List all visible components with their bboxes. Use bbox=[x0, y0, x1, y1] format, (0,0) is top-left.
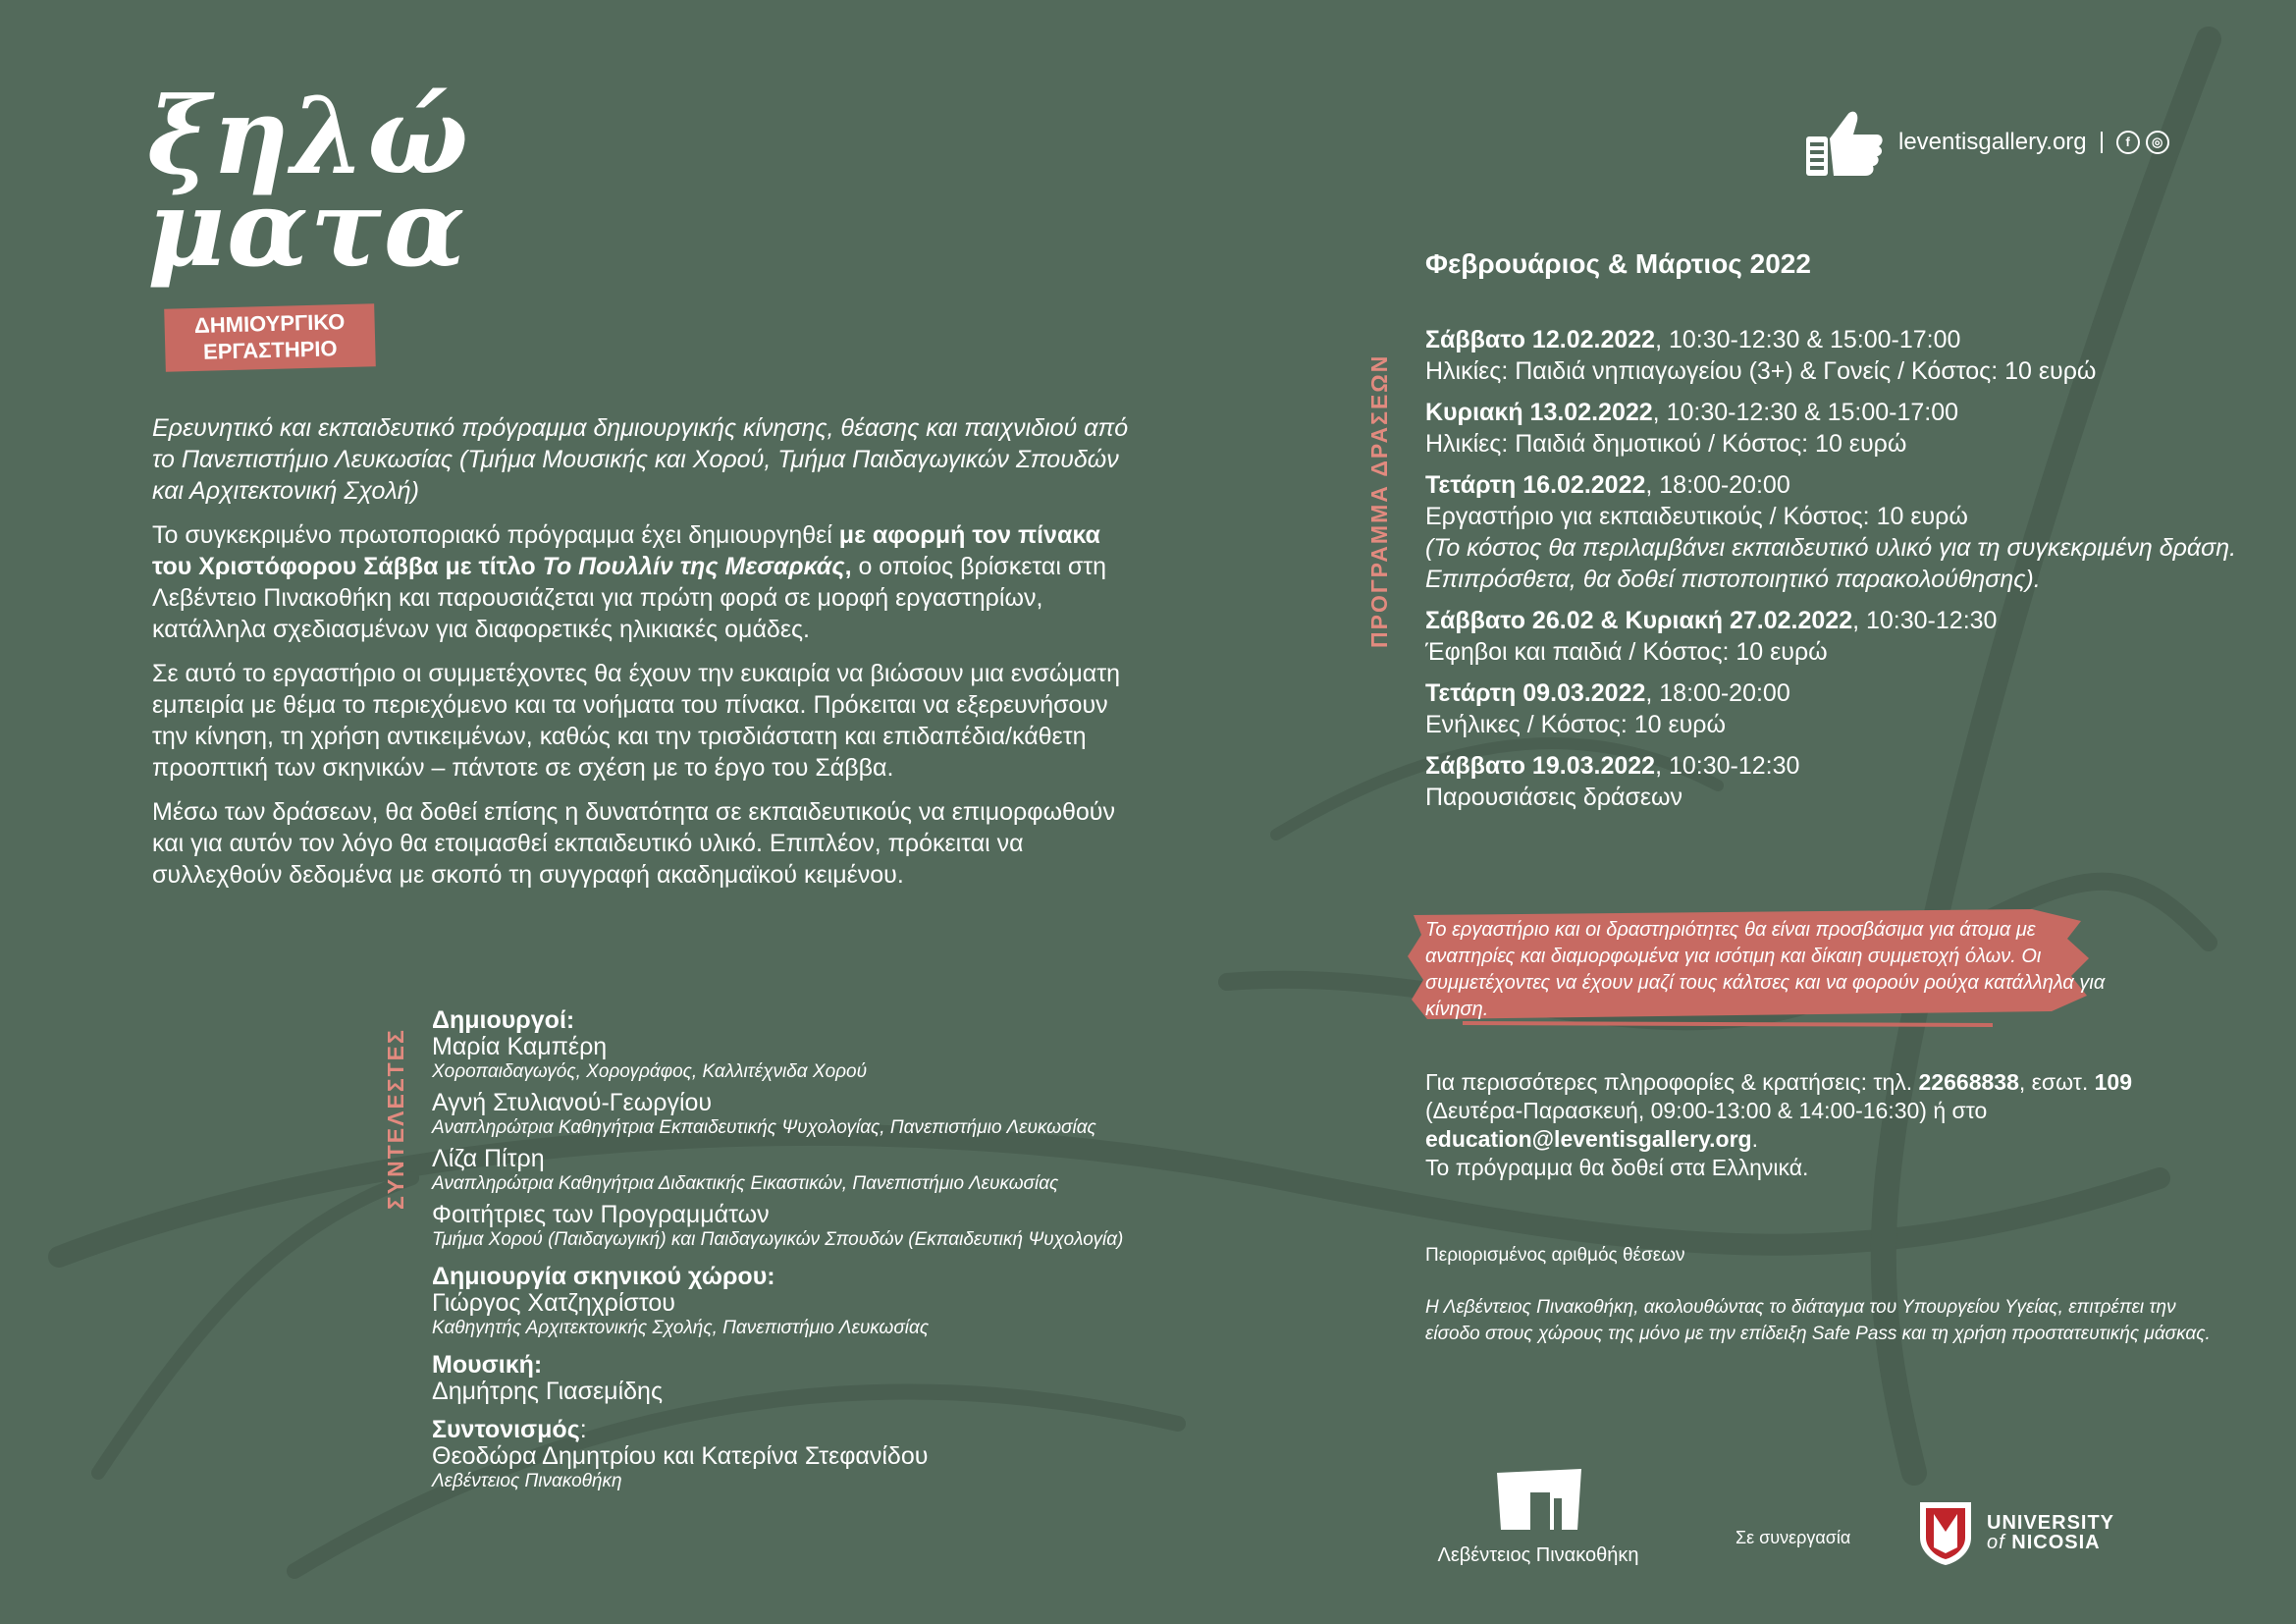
credit-name: Λίζα Πίτρη bbox=[432, 1145, 545, 1172]
schedule-event bbox=[1425, 605, 2250, 668]
intro-text bbox=[152, 412, 1144, 903]
event-date: Κυριακή 13.02.2022 bbox=[1425, 399, 1653, 426]
event-detail: Ενήλικες / Κόστος: 10 ευρώ bbox=[1425, 711, 1727, 738]
badge-line-1: ΔΗΜΙΟΥΡΓΙΚΟ bbox=[193, 309, 346, 339]
credit-name: Δημήτρης Γιασεμίδης bbox=[432, 1378, 664, 1405]
schedule-event bbox=[1425, 469, 2250, 595]
language-note: Το πρόγραμμα θα δοθεί στα Ελληνικά. bbox=[1425, 1155, 1809, 1180]
schedule-event bbox=[1425, 324, 2250, 387]
limited-seats: Περιορισμένος αριθμός θέσεων bbox=[1425, 1245, 1685, 1266]
university-line-1: UNIVERSITY bbox=[1987, 1512, 2115, 1534]
coordination-heading-text: Συντονισμός bbox=[432, 1416, 580, 1443]
university-nicosia-logo bbox=[1916, 1498, 2114, 1567]
credit-item bbox=[432, 1034, 1315, 1084]
music-heading: Μουσική: bbox=[432, 1351, 543, 1379]
gallery-name: Λεβέντειος Πινακοθήκη bbox=[1437, 1544, 1639, 1566]
info-text: , εσωτ. bbox=[2018, 1069, 2095, 1095]
university-of: of bbox=[1987, 1532, 2005, 1553]
credit-name: Αγνή Στυλιανού-Γεωργίου bbox=[432, 1089, 713, 1116]
intro-p1-text: Το συγκεκριμένο πρωτοποριακό πρόγραμμα έχει δημιουργηθεί bbox=[152, 521, 839, 549]
info-text: . bbox=[1751, 1126, 1758, 1152]
email-link[interactable]: education@leventisgallery.org bbox=[1425, 1126, 1752, 1152]
creators-group bbox=[432, 1007, 1315, 1252]
credit-role: Αναπληρώτρια Καθηγήτρια Εκπαιδευτικής Ψυχολογίας, Πανεπιστήμιο Λευκωσίας bbox=[432, 1117, 1096, 1138]
intro-p1-rest: ο οποίος βρίσκεται στη Λεβέντειο Πινακοθήκη και παρουσιάζεται για πρώτη φορά σε μορφή εργαστηρίων, κατάλληλα σχεδιασμένων για διαφορετικές ηλικιακές ομάδες. bbox=[152, 553, 1107, 643]
intro-p1-comma: , bbox=[844, 553, 852, 580]
event-note: (Το κόστος θα περιλαμβάνει εκπαιδευτικό υλικό για τη συγκεκριμένη δράση. Επιπρόσθετα, θα δοθεί πιστοποιητικό παρακολούθησης). bbox=[1425, 534, 2237, 593]
schedule-list bbox=[1425, 324, 2250, 823]
event-time: , 10:30-12:30 & 15:00-17:00 bbox=[1652, 399, 1959, 426]
painting-title: Το Πουλλίν της Μεσαρκάς bbox=[542, 553, 845, 580]
credit-item bbox=[432, 1090, 1315, 1140]
event-detail: Έφηβοι και παιδιά / Κόστος: 10 ευρώ bbox=[1425, 638, 1828, 666]
info-text: (Δευτέρα-Παρασκευή, 09:00-13:00 & 14:00-16:30) ή στο bbox=[1425, 1098, 1988, 1123]
credit-item bbox=[432, 1146, 1315, 1196]
schedule-event bbox=[1425, 677, 2250, 740]
credit-name: Φοιτήτριες των Προγραμμάτων bbox=[432, 1201, 770, 1228]
intro-p1-bold: με αφορμή τον πίνακα του Χριστόφορου Σάββα με τίτλο bbox=[152, 521, 1100, 580]
music-group bbox=[432, 1352, 1315, 1405]
facebook-icon[interactable]: f bbox=[2116, 131, 2140, 154]
event-date: Σάββατο 26.02 & Κυριακή 27.02.2022 bbox=[1425, 607, 1853, 634]
creators-heading: Δημιουργοί: bbox=[432, 1006, 575, 1034]
event-detail: Εργαστήριο για εκπαιδευτικούς / Κόστος: 10 ευρώ bbox=[1425, 503, 1968, 530]
university-line-2: NICOSIA bbox=[2011, 1532, 2101, 1553]
schedule-title: Φεβρουάριος & Μάρτιος 2022 bbox=[1425, 248, 1811, 279]
credits bbox=[432, 1007, 1315, 1505]
event-time: , 10:30-12:30 bbox=[1655, 752, 1800, 780]
social-bar bbox=[1804, 103, 2169, 182]
leventis-gallery-logo bbox=[1425, 1469, 1651, 1567]
credit-role: Χοροπαιδαγωγός, Χορογράφος, Καλλιτέχνιδα Χορού bbox=[432, 1061, 868, 1082]
event-time: , 18:00-20:00 bbox=[1645, 679, 1790, 707]
website-link[interactable]: leventisgallery.org bbox=[1898, 129, 2087, 155]
logo-line-2: ματα bbox=[147, 167, 467, 291]
social-icons bbox=[2116, 131, 2169, 154]
credit-role: Λεβέντειος Πινακοθήκη bbox=[432, 1471, 622, 1491]
accessibility-note: Το εργαστήριο και οι δραστηριότητες θα είναι προσβάσιμα για άτομα με αναπηρίες και διαμορφωμένα για ισότιμη και δίκαιη συμμετοχή όλων. Οι συμμετέχοντες να έχουν μαζί τους κάλτσες και να φορούν ρούχα κατάλληλα για κίνηση. bbox=[1425, 919, 2106, 1020]
credit-name: Μαρία Καμπέρη bbox=[432, 1033, 608, 1060]
university-name bbox=[1987, 1513, 2114, 1552]
event-detail: Ηλικίες: Παιδιά δημοτικού / Κόστος: 10 ευρώ bbox=[1425, 430, 1907, 458]
intro-paragraph-2: Σε αυτό το εργαστήριο οι συμμετέχοντες θα έχουν την ευκαιρία να βιώσουν μια ενσώματη εμπειρία με θέμα το περιεχόμενο και τα νοήματα του πίνακα. Πρόκειται να εξερευνήσουν την κίνηση, τη χρήση αντικειμένων, καθώς και την τρισδιάστατη και επιδαπέδια/κάθετη προοπτική των σκηνικών – πάντοτε σε σχέση με το έργο του Σάββα. bbox=[152, 660, 1120, 782]
logo-line-1: ξηλώ bbox=[147, 75, 471, 198]
coordination-colon: : bbox=[579, 1416, 587, 1443]
credit-item bbox=[432, 1202, 1315, 1252]
credit-role: Αναπληρώτρια Καθηγήτρια Διδακτικής Εικαστικών, Πανεπιστήμιο Λευκωσίας bbox=[432, 1173, 1059, 1194]
divider bbox=[2101, 132, 2103, 153]
intro-lead: Ερευνητικό και εκπαιδευτικό πρόγραμμα δημιουργικής κίνησης, θέασης και παιχνιδιού από το Πανεπιστήμιο Λευκωσίας (Τμήμα Μουσικής και Χορού, Τμήμα Παιδαγωγικών Σπουδών και Αρχιτεκτονική Σχολή) bbox=[152, 414, 1129, 505]
collaboration-label: Σε συνεργασία bbox=[1735, 1528, 1851, 1547]
schedule-event bbox=[1425, 397, 2250, 460]
coordination-group bbox=[432, 1417, 1315, 1493]
event-detail: Παρουσιάσεις δράσεων bbox=[1425, 784, 1683, 811]
event-time: , 10:30-12:30 & 15:00-17:00 bbox=[1655, 326, 1961, 353]
coordination-heading bbox=[432, 1417, 1315, 1443]
event-date: Σάββατο 12.02.2022 bbox=[1425, 326, 1656, 353]
safe-pass-note: Η Λεβέντειος Πινακοθήκη, ακολουθώντας το διάταγμα του Υπουργείου Υγείας, επιτρέπει την είσοδο στους χώρους της μόνο με την επίδειξη Safe Pass και τη χρήση προστατευτικής μάσκας. bbox=[1425, 1297, 2211, 1344]
thumbs-up-icon bbox=[1804, 103, 1885, 182]
program-vertical-label: ΠΡΟΓΡΑΜΜΑ ΔΡΑΣΕΩΝ bbox=[1366, 353, 1392, 648]
event-date: Τετάρτη 16.02.2022 bbox=[1425, 471, 1646, 499]
badge-line-2: ΕΡΓΑΣΤΗΡΙΟ bbox=[202, 336, 338, 364]
credit-role: Τμήμα Χορού (Παιδαγωγική) και Παιδαγωγικών Σπουδών (Εκπαιδευτική Ψυχολογία) bbox=[432, 1229, 1124, 1250]
credits-vertical-label: ΣΥΝΤΕΛΕΣΤΕΣ bbox=[383, 1028, 408, 1210]
schedule-event bbox=[1425, 750, 2250, 813]
gallery-logo-icon bbox=[1491, 1469, 1585, 1534]
event-detail: Ηλικίες: Παιδιά νηπιαγωγείου (3+) & Γονείς / Κόστος: 10 ευρώ bbox=[1425, 357, 2097, 385]
event-time: , 10:30-12:30 bbox=[1852, 607, 1998, 634]
credit-name: Γιώργος Χατζηχρίστου bbox=[432, 1289, 675, 1317]
university-shield-icon bbox=[1916, 1498, 1975, 1567]
booking-info bbox=[1425, 1068, 2132, 1182]
event-date: Σάββατο 19.03.2022 bbox=[1425, 752, 1656, 780]
extension-number: 109 bbox=[2094, 1069, 2132, 1095]
phone-number: 22668838 bbox=[1918, 1069, 2019, 1095]
event-date: Τετάρτη 09.03.2022 bbox=[1425, 679, 1646, 707]
info-text: Για περισσότερες πληροφορίες & κρατήσεις: τηλ. bbox=[1425, 1069, 1919, 1095]
credit-name: Θεοδώρα Δημητρίου και Κατερίνα Στεφανίδου bbox=[432, 1442, 929, 1470]
workshop-badge bbox=[164, 303, 376, 372]
event-time: , 18:00-20:00 bbox=[1645, 471, 1790, 499]
credit-role: Καθηγητής Αρχιτεκτονικής Σχολής, Πανεπιστήμιο Λευκωσίας bbox=[432, 1318, 930, 1338]
workshop-logo-wordmark bbox=[147, 75, 471, 291]
intro-paragraph-3: Μέσω των δράσεων, θα δοθεί επίσης η δυνατότητα σε εκπαιδευτικούς να επιμορφωθούν και για αυτόν τον λόγο θα ετοιμασθεί εκπαιδευτικό υλικό. Επιπλέον, πρόκειται να συλλεχθούν δεδομένα με σκοπό τη συγγραφή ακαδημαϊκού κειμένου. bbox=[152, 798, 1115, 889]
instagram-icon[interactable]: ◎ bbox=[2146, 131, 2169, 154]
intro-paragraph-1 bbox=[152, 519, 1144, 645]
set-design-group bbox=[432, 1264, 1315, 1340]
set-design-heading: Δημιουργία σκηνικού χώρου: bbox=[432, 1263, 775, 1290]
